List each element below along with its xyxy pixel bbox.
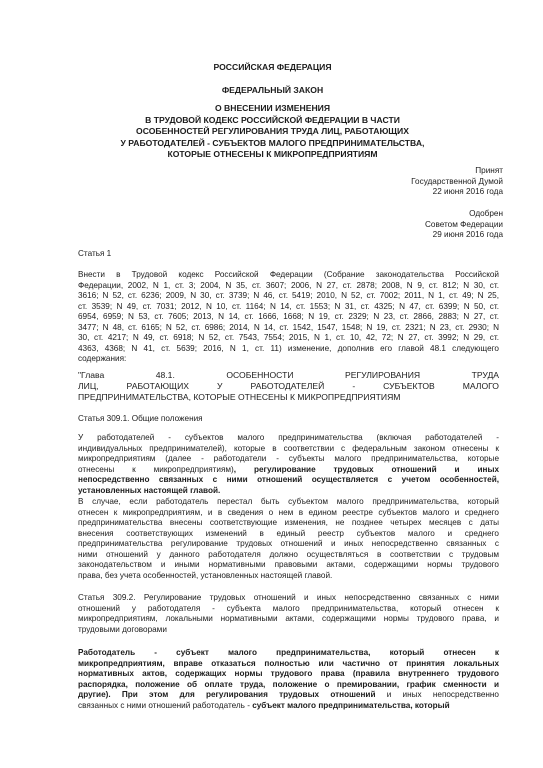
- article-1-heading: Статья 1: [78, 249, 112, 258]
- para-line: [78, 701, 499, 712]
- law-title-line: КОТОРЫЕ ОТНЕСЕНЫ К МИКРОПРЕДПРИЯТИЯМ: [167, 149, 378, 159]
- para-line: Работодатель - субъект малого предпринимательства, который отнесен к: [78, 648, 499, 657]
- para-line: микропредприятиям (далее - работодатели - субъекты малого предпринимательства, которые: [78, 454, 499, 463]
- para-line: предпринимательства внесены соответствующие изменения, не позднее четырех месяцев с даты: [78, 518, 499, 527]
- para-line: внесения соответствующих изменений в единый реестр субъектов малого и среднего: [78, 528, 499, 538]
- heading-line: Статья 309.2. Регулирование трудовых отношений и иных непосредственно связанных с ними: [78, 593, 499, 602]
- adoption-block: [303, 166, 503, 198]
- adoption-line: Государственной Думой: [411, 176, 503, 186]
- article-1-line: Внести в Трудовой кодекс Российской Федерации (Собрание законодательства Российской: [78, 270, 499, 279]
- article-1-line: 3616; N 52, ст. 6236; 2009, N 30, ст. 3739; N 46, ст. 5419; 2010, N 52, ст. 7002; 2011, N 1, ст. 49; N 25,: [78, 291, 499, 300]
- country-heading: РОССИЙСКАЯ ФЕДЕРАЦИЯ: [213, 62, 332, 72]
- para-line: установленных настоящей главой.: [78, 485, 221, 495]
- article-1-line: 4363, 4368; N 41, ст. 5639; 2016, N 1, ст. 11) изменение, дополнив его главой 48.1 следующего: [78, 343, 499, 353]
- article-1-line: ст. 3539; N 49, ст. 7031; 2012, N 10, ст. 1164; N 14, ст. 1553; N 31, ст. 4325; N 47, ст. 6399; N 50, ст.: [78, 301, 499, 311]
- law-type-heading: ФЕДЕРАЛЬНЫЙ ЗАКОН: [221, 85, 324, 95]
- approval-block: [303, 209, 503, 241]
- para-line: распорядка, положение об оплате труда, положение о премировании, график сменности и: [78, 679, 499, 689]
- para-line: права, без учета особенностей, установленных настоящей главой.: [78, 570, 333, 580]
- law-title-line: ОСОБЕННОСТЕЙ РЕГУЛИРОВАНИЯ ТРУДА ЛИЦ, РАБОТАЮЩИХ: [136, 126, 409, 136]
- para-bold-text: субъект малого предпринимательства, который: [252, 700, 450, 710]
- heading-line: микропредприятиям, локальными нормативными актами, содержащими нормы трудового права, и: [78, 614, 499, 623]
- heading-line: отношений у работодателя - субъекта малого предпринимательства, который отнесен к: [78, 603, 499, 613]
- approval-line: 29 июня 2016 года: [432, 230, 503, 239]
- heading-line: трудовыми договорами: [78, 624, 167, 634]
- para-line: [78, 690, 499, 701]
- article-1-line: 30, ст. 4217; N 49, ст. 6918; N 52, ст. 7543, 7554; 2015, N 1, ст. 10, 42, 72; N 27, ст. 3992; N 29, ст.: [78, 333, 499, 342]
- law-title-line: У РАБОТОДАТЕЛЕЙ - СУБЪЕКТОВ МАЛОГО ПРЕДПРИНИМАТЕЛЬСТВА,: [120, 137, 425, 148]
- para-line: нормативных актов, содержащих нормы трудового права (правила внутреннего трудового: [78, 669, 499, 678]
- chapter-heading-line: "Глава 48.1. ОСОБЕННОСТИ РЕГУЛИРОВАНИЯ ТРУДА: [78, 370, 499, 380]
- para-line: микропредприятиям, вправе отказаться полностью или частично от принятия локальных: [78, 658, 499, 668]
- article-309-2-para: [78, 648, 499, 711]
- para-line: индивидуальных предпринимателей), которые в соответствии с федеральным законом отнесены к: [78, 443, 499, 453]
- article-1-line: содержания:: [78, 354, 127, 363]
- article-309-1-para-2: [78, 497, 499, 581]
- law-title: [70, 103, 475, 161]
- para-line: непосредственно связанных с ними отношений осуществляется с учетом особенностей,: [78, 475, 499, 484]
- para-line: У работодателей - субъектов малого предпринимательства (включая работодателей -: [78, 433, 499, 442]
- article-309-1-para-1: [78, 433, 499, 496]
- para-line: предпринимательства регулирование трудовых отношений и иных непосредственно связанных с: [78, 539, 499, 548]
- para-bold-text: другие). При этом для регулирования трудовых отношений: [78, 690, 376, 699]
- law-title-line: В ТРУДОВОЙ КОДЕКС РОССИЙСКОЙ ФЕДЕРАЦИИ В ЧАСТИ: [145, 114, 400, 125]
- para-text: и иных непосредственно: [375, 690, 499, 699]
- article-1-text: [78, 270, 499, 365]
- para-line: [78, 465, 499, 476]
- approval-line: Одобрен: [469, 209, 503, 218]
- approval-line: Советом Федерации: [425, 219, 503, 229]
- chapter-heading-line: ЛИЦ, РАБОТАЮЩИХ У РАБОТОДАТЕЛЕЙ - СУБЪЕКТОВ МАЛОГО: [78, 380, 499, 391]
- law-title-line: О ВНЕСЕНИИ ИЗМЕНЕНИЯ: [214, 103, 331, 113]
- para-line: отнесен к микропредприятиям, и в сведения о нем в едином реестре субъектов малого и среднего: [78, 507, 499, 517]
- article-1-line: 6954, 6959; N 53, ст. 7605; 2013, N 14, ст. 1666, 1668; N 19, ст. 2329; N 23, ст. 2866, 2883; N 27, ст.: [78, 312, 499, 321]
- para-line: законодательством и иными нормативными правовыми актами, содержащими нормы трудового: [78, 560, 499, 569]
- para-line: ними отношений у данного работодателя должно осуществляться в соответствии с трудовым: [78, 549, 499, 559]
- chapter-heading-line: ПРЕДПРИНИМАТЕЛЬСТВА, КОТОРЫЕ ОТНЕСЕНЫ К МИКРОПРЕДПРИЯТИЯМ: [78, 391, 401, 402]
- adoption-line: Принят: [475, 166, 503, 175]
- para-text: связанных с ними отношений работодатель -: [78, 700, 253, 710]
- article-1-line: 3477; N 48, ст. 6165; N 52, ст. 6986; 2014, N 14, ст. 1542, 1547, 1548; N 19, ст. 2321; N 23, ст. 2930; N: [78, 322, 499, 332]
- para-text: отнесены к микропредприятиям): [78, 464, 234, 474]
- article-1-line: Федерации, 2002, N 1, ст. 3; 2004, N 35, ст. 3607; 2006, N 27, ст. 2878; 2008, N 9, ст. 812; N 30, ст.: [78, 280, 499, 290]
- para-line: В случае, если работодатель перестал быть субъектом малого предпринимательства, который: [78, 497, 499, 506]
- article-309-2-heading: [78, 593, 499, 635]
- article-309-1-heading: Статья 309.1. Общие положения: [78, 414, 203, 423]
- para-bold-text: , регулирование трудовых отношений и иных: [233, 464, 499, 474]
- chapter-heading: [78, 370, 499, 402]
- adoption-line: 22 июня 2016 года: [432, 187, 503, 196]
